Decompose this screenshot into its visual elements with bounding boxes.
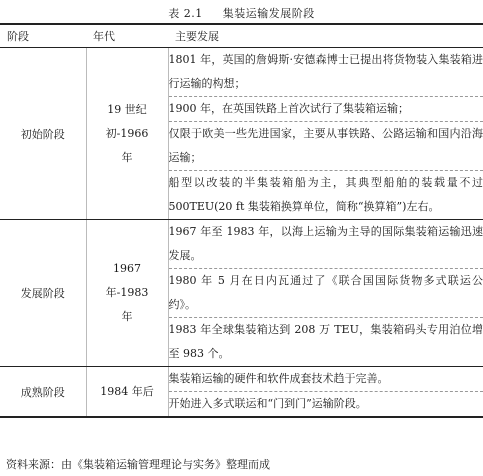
table-row (0, 220, 483, 269)
era-line: 1967 年-1983 (105, 262, 149, 299)
era-cell-initial (86, 48, 168, 220)
header-development: 主要发展 (168, 24, 483, 48)
development-cell: 仅限于欧美一些先进国家，主要从事铁路、公路运输和国内沿海运输； (168, 122, 483, 171)
stage-cell-development: 发展阶段 (0, 220, 86, 367)
development-cell: 1983 年全球集装箱达到 208 万 TEU，集装箱码头专用泊位增至 983 个。 (168, 318, 483, 367)
table-row (0, 48, 483, 97)
era-cell-mature (86, 367, 168, 418)
table-row (0, 367, 483, 392)
stage-cell-initial: 初始阶段 (0, 48, 86, 220)
stage-cell-mature: 成熟阶段 (0, 367, 86, 418)
caption-title: 集装运输发展阶段 (222, 7, 315, 20)
era-line: 年 (121, 150, 133, 164)
table-header-row (0, 24, 483, 48)
development-cell: 1900 年，在英国铁路上首次试行了集装箱运输； (168, 97, 483, 122)
development-cell: 1980 年 5 月在日内瓦通过了《联合国国际货物多式联运公约》。 (168, 269, 483, 318)
era-line: 19 世纪初-1966 (105, 102, 149, 140)
era-line: 年 (121, 310, 133, 323)
table-caption (0, 5, 483, 21)
development-cell: 集装箱运输的硬件和软件成套技术趋于完善。 (168, 367, 483, 392)
era-cell-development (86, 220, 168, 367)
caption-label: 表 2.1 (168, 7, 203, 20)
era-line: 1984 年后 (100, 384, 154, 398)
development-cell: 船型以改装的半集装箱船为主，其典型船舶的装载量不过 500TEU(20 ft 集装箱换算单位，简称“换算箱”)左右。 (168, 171, 483, 220)
development-cell: 开始进入多式联运和“门到门”运输阶段。 (168, 392, 483, 418)
container-transport-stages-table (0, 23, 483, 418)
header-stage: 阶段 (0, 24, 86, 48)
development-cell: 1801 年，英国的詹姆斯·安德森博士已提出将货物装入集装箱进行运输的构想； (168, 48, 483, 97)
source-note: 资料来源：由《集装箱运输管理理论与实务》整理而成 (6, 458, 270, 471)
development-cell: 1967 年至 1983 年，以海上运输为主导的国际集装箱运输迅速发展。 (168, 220, 483, 269)
header-era: 年代 (86, 24, 168, 48)
